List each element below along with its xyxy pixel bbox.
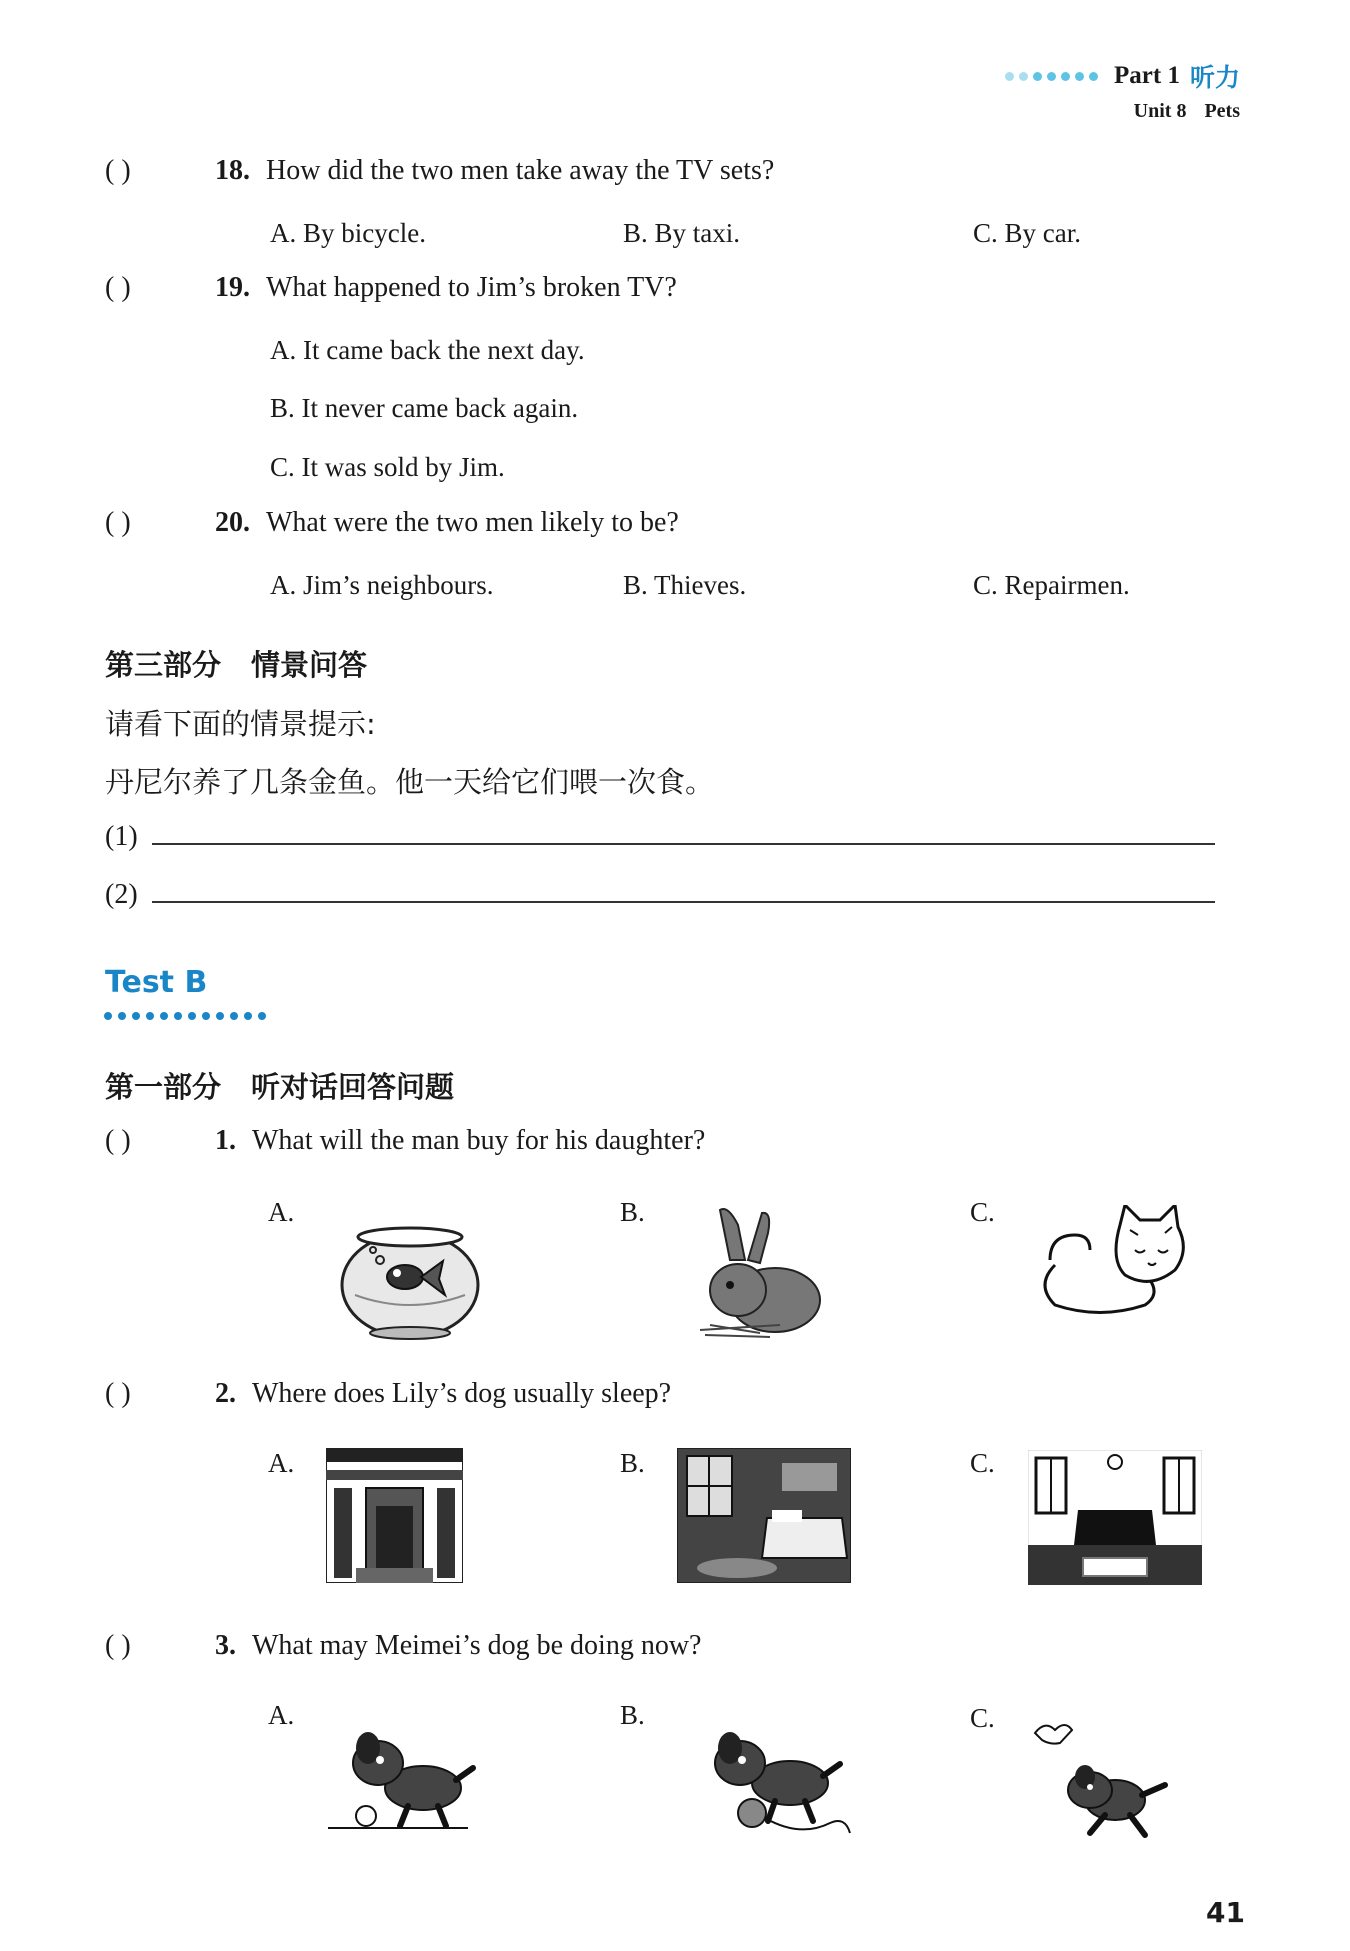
page-header: [1005, 58, 1240, 123]
dog-with-yarn-icon: [690, 1728, 855, 1843]
answer-rule[interactable]: [152, 875, 1215, 903]
question-number: 2.: [215, 1378, 236, 1409]
test-b-question-3: [105, 1630, 701, 1662]
option-b: B. It never came back again.: [270, 393, 579, 423]
test-b-title: Test B: [105, 965, 208, 1000]
option-a: A.: [268, 1197, 295, 1227]
part3-prompt: 请看下面的情景提示:: [105, 707, 376, 741]
answer-blank[interactable]: ( ): [105, 155, 131, 186]
answer-line-1: [105, 817, 1215, 853]
answer-blank[interactable]: ( ): [105, 272, 131, 303]
question-text: How did the two men take away the TV sets?: [266, 155, 775, 186]
question-number: 1.: [215, 1125, 236, 1156]
option-b: B.: [620, 1197, 645, 1227]
option-c: C.: [970, 1448, 995, 1478]
question-text: What may Meimei’s dog be doing now?: [252, 1630, 702, 1661]
option-c: C. It was sold by Jim.: [270, 452, 505, 482]
option-a: A.: [268, 1700, 295, 1730]
part3-scenario: 丹尼尔养了几条金鱼。他一天给它们喂一次食。: [105, 765, 715, 799]
rabbit-icon: [690, 1205, 825, 1345]
question-text: What happened to Jim’s broken TV?: [266, 272, 677, 303]
unit-label: Unit 8: [1133, 100, 1187, 122]
answer-blank[interactable]: ( ): [105, 507, 131, 538]
option-a: A. By bicycle.: [270, 218, 426, 248]
question-number: 18.: [215, 155, 250, 186]
answer-blank[interactable]: ( ): [105, 1630, 131, 1661]
goldfish-bowl-icon: [335, 1215, 485, 1340]
dog-chasing-bird-icon: [1030, 1715, 1180, 1855]
test-b-dots: [104, 1012, 266, 1020]
page-number: 41: [1206, 1896, 1245, 1929]
test-b-question-2: [105, 1378, 671, 1410]
question-number: 3.: [215, 1630, 236, 1661]
question-text: What will the man buy for his daughter?: [252, 1125, 706, 1156]
question-text: Where does Lily’s dog usually sleep?: [252, 1378, 672, 1409]
topic-label: Pets: [1204, 100, 1240, 122]
option-c: C. Repairmen.: [973, 570, 1130, 600]
question-text: What were the two men likely to be?: [266, 507, 679, 538]
question-19: [105, 272, 677, 304]
option-a: A.: [268, 1448, 295, 1478]
living-room-icon: [1028, 1450, 1202, 1585]
question-number: 20.: [215, 507, 250, 538]
option-c: C. By car.: [973, 218, 1081, 248]
option-c: C.: [970, 1197, 995, 1227]
option-a: A. Jim’s neighbours.: [270, 570, 494, 600]
question-20: [105, 507, 679, 539]
option-b: B. Thieves.: [623, 570, 747, 600]
option-b: B. By taxi.: [623, 218, 741, 248]
answer-line-2: [105, 875, 1215, 911]
question-18: [105, 155, 774, 187]
bedroom-icon: [677, 1448, 851, 1583]
option-b: B.: [620, 1448, 645, 1478]
sleeping-cat-icon: [1030, 1205, 1190, 1320]
answer-blank[interactable]: ( ): [105, 1125, 131, 1156]
header-dots: [1005, 72, 1098, 81]
option-c: C.: [970, 1703, 995, 1733]
line-number: (2): [105, 879, 138, 910]
dog-with-ball-icon: [328, 1728, 488, 1838]
answer-rule[interactable]: [152, 817, 1215, 845]
part-label: Part 1: [1114, 62, 1180, 89]
option-b: B.: [620, 1700, 645, 1730]
section-label: 听力: [1189, 63, 1240, 92]
option-a: A. It came back the next day.: [270, 335, 585, 365]
question-number: 19.: [215, 272, 250, 303]
house-front-icon: [326, 1448, 463, 1583]
test-b-question-1: [105, 1125, 705, 1157]
part3-title: 第三部分 情景问答: [105, 648, 368, 682]
answer-blank[interactable]: ( ): [105, 1378, 131, 1409]
line-number: (1): [105, 821, 138, 852]
test-b-part1-title: 第一部分 听对话回答问题: [105, 1070, 455, 1104]
